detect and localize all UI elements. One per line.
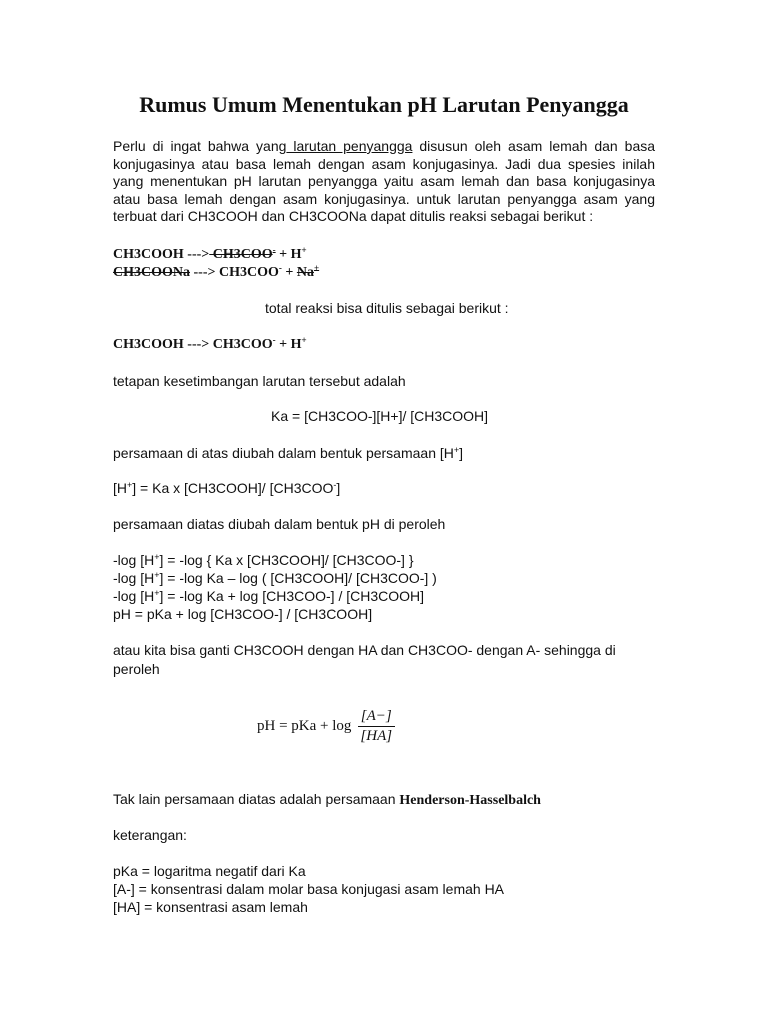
ka-equation: Ka = [CH3COO-][H+]/ [CH3COOH]: [271, 408, 489, 424]
reaction-line-1: CH3COOH ---> CH3COO- + H+: [113, 245, 307, 262]
definition-ha: [HA] = konsentrasi asam lemah: [113, 899, 308, 915]
struck-sodium: Na+: [296, 263, 320, 280]
reaction-line-2: CH3COONa ---> CH3COO- + Na+: [113, 263, 320, 280]
replace-text-line-1: atau kita bisa ganti CH3COOH dengan HA dan CH3COO- dengan A- sehingga di: [113, 642, 616, 658]
formula-numerator: [A−]: [358, 708, 395, 727]
log-line-1: -log [H+] = -log { Ka x [CH3COOH]/ [CH3COO-] }: [113, 552, 414, 568]
h-equation: [H+] = Ka x [CH3COOH]/ [CH3COO-]: [113, 480, 341, 496]
larutan-penyangga-link[interactable]: larutan penyangga: [286, 138, 413, 154]
total-reaction-caption: total reaksi bisa ditulis sebagai berikut :: [265, 300, 509, 316]
intro-text-start: Perlu di ingat bahwa yang: [113, 138, 287, 154]
log-line-3: -log [H+] = -log Ka + log [CH3COO-] / [CH3COOH]: [113, 588, 425, 604]
rearrange-text: persamaan di atas diubah dalam bentuk persamaan [H+]: [113, 445, 464, 461]
total-reaction-line: CH3COOH ---> CH3COO- + H+: [113, 335, 307, 352]
ph-text: persamaan diatas diubah dalam bentuk pH di peroleh: [113, 516, 446, 532]
formula-lhs: pH = pKa + log: [257, 717, 352, 734]
definition-a: [A-] = konsentrasi dalam molar basa konjugasi asam lemah HA: [113, 881, 505, 897]
keterangan-label: keterangan:: [113, 827, 187, 843]
formula-denominator: [HA]: [360, 727, 393, 744]
formula-fraction: [357, 708, 395, 745]
ph-final-line: pH = pKa + log [CH3COO-] / [CH3COOH]: [113, 606, 373, 622]
replace-text-line-2: peroleh: [113, 661, 160, 677]
henderson-hasselbalch-formula: [257, 706, 395, 746]
definition-pka: pKa = logaritma negatif dari Ka: [113, 863, 306, 879]
hh-text: Tak lain persamaan diatas adalah persamaan Henderson-Hasselbalch: [113, 791, 541, 808]
log-line-2: -log [H+] = -log Ka – log ( [CH3COOH]/ [CH3COO-] ): [113, 570, 437, 586]
struck-ion: CH3COO-: [209, 245, 276, 262]
equilibrium-text: tetapan kesetimbangan larutan tersebut adalah: [113, 373, 406, 389]
page-title: Rumus Umum Menentukan pH Larutan Penyangga: [139, 92, 629, 117]
intro-paragraph: [113, 138, 655, 226]
intro-text-rest: disusun oleh asam lemah dan basa konjugasinya atau basa lemah dengan asam konjugasinya. Jadi dua spesies inilah yang menentukan pH larutan penyangga yaitu asam lemah dan basa konjugasinya atau basa lemah dengan asam konjugasinya. untuk larutan penyangga asam yang terbuat dari CH3COOH dan CH3COONa dapat ditulis reaksi sebagai berikut :: [113, 138, 656, 224]
